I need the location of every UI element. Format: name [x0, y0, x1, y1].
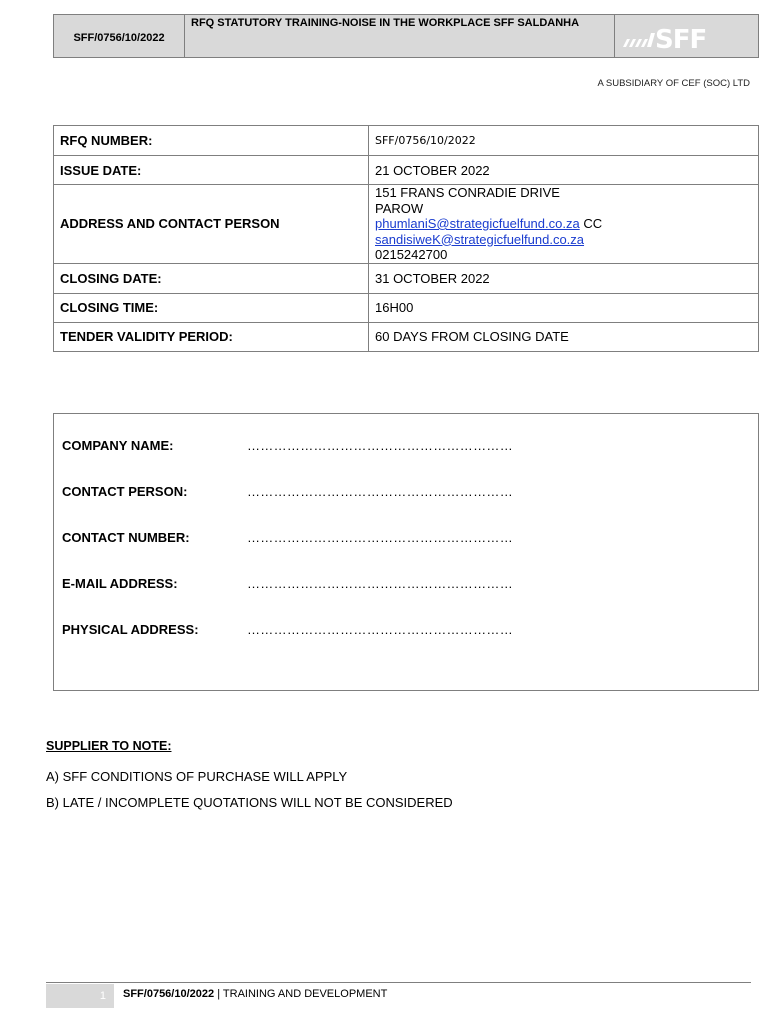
address-value — [369, 185, 759, 264]
cc-label: CC — [583, 216, 603, 231]
contact-number-field[interactable]: …………………………………………………… — [247, 530, 513, 545]
sff-logo — [615, 15, 758, 57]
contact-person-field[interactable]: …………………………………………………… — [247, 484, 513, 499]
footer-reference: SFF/0756/10/2022 — [123, 988, 215, 1000]
svg-text:SFF: SFF — [655, 25, 707, 55]
email-address-label: E-MAIL ADDRESS: — [62, 576, 178, 591]
contact-person-label: CONTACT PERSON: — [62, 484, 188, 499]
table-row — [54, 156, 759, 185]
rfq-number-value: SFF/0756/10/2022 — [369, 126, 759, 156]
physical-address-field[interactable]: …………………………………………………… — [247, 622, 513, 637]
closing-date-value: 31 OCTOBER 2022 — [369, 263, 759, 293]
rfq-info-table — [53, 125, 759, 352]
email-address-field[interactable]: …………………………………………………… — [247, 576, 513, 591]
phone-number: 0215242700 — [375, 247, 448, 262]
address-line: 151 FRANS CONRADIE DRIVE — [375, 185, 560, 200]
closing-time-label: CLOSING TIME: — [54, 293, 369, 322]
issue-date-value: 21 OCTOBER 2022 — [369, 156, 759, 185]
table-row — [54, 293, 759, 322]
table-row — [54, 126, 759, 156]
email-line — [375, 216, 752, 232]
supplier-note-item: A) SFF CONDITIONS OF PURCHASE WILL APPLY — [46, 769, 348, 784]
email-link[interactable]: sandisiweK@strategicfuelfund.co.za — [375, 231, 585, 247]
footer-text — [123, 988, 387, 1000]
physical-address-label: PHYSICAL ADDRESS: — [62, 622, 199, 637]
rfq-number-label: RFQ NUMBER: — [54, 126, 369, 156]
header-title: RFQ STATUTORY TRAINING-NOISE IN THE WORKPLACE SFF SALDANHA — [185, 15, 615, 57]
email-link[interactable]: phumlaniS@strategicfuelfund.co.za — [375, 216, 580, 231]
table-row — [54, 322, 759, 351]
address-line: PAROW — [375, 200, 424, 216]
supplier-note-item: B) LATE / INCOMPLETE QUOTATIONS WILL NOT BE CONSIDERED — [46, 795, 453, 810]
email-line — [375, 232, 752, 248]
validity-value: 60 DAYS FROM CLOSING DATE — [369, 322, 759, 351]
closing-time-value: 16H00 — [369, 293, 759, 322]
page-number: 1 — [46, 984, 114, 1008]
closing-date-label: CLOSING DATE: — [54, 263, 369, 293]
company-name-field[interactable]: …………………………………………………… — [247, 438, 513, 453]
table-row — [54, 185, 759, 264]
table-row — [54, 263, 759, 293]
company-name-label: COMPANY NAME: — [62, 438, 174, 453]
validity-label: TENDER VALIDITY PERIOD: — [54, 322, 369, 351]
sff-logo-icon — [615, 15, 758, 57]
address-label: ADDRESS AND CONTACT PERSON — [54, 185, 369, 264]
header-reference: SFF/0756/10/2022 — [54, 15, 185, 57]
supplier-note-heading: SUPPLIER TO NOTE: — [46, 739, 172, 753]
subsidiary-note: A SUBSIDIARY OF CEF (SOC) LTD — [597, 78, 750, 89]
footer-divider — [46, 982, 751, 983]
issue-date-label: ISSUE DATE: — [54, 156, 369, 185]
contact-number-label: CONTACT NUMBER: — [62, 530, 190, 545]
company-details-box — [53, 413, 759, 691]
document-header — [53, 14, 759, 58]
footer-department: | TRAINING AND DEVELOPMENT — [217, 988, 388, 1000]
